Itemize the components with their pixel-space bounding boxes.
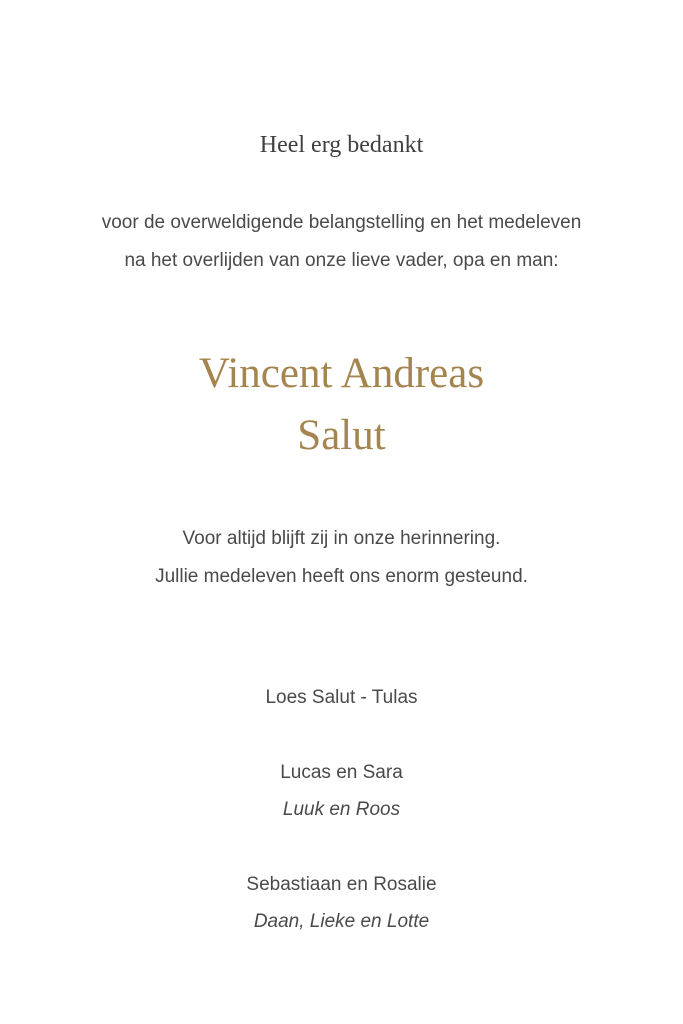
memory-text: [0, 520, 683, 596]
family-children: Daan, Lieke en Lotte: [253, 911, 430, 932]
intro-text: [0, 204, 683, 280]
family-names: Loes Salut - Tulas: [265, 687, 418, 708]
deceased-name-line-2: Salut: [297, 412, 386, 459]
memory-line-1: Voor altijd blijft zij in onze herinnering.: [182, 528, 501, 549]
deceased-name-line-1: Vincent Andreas: [198, 350, 485, 397]
family-group-1: [0, 754, 683, 828]
deceased-name: [0, 343, 683, 467]
family-group-spouse: [0, 679, 683, 716]
family-names: Lucas en Sara: [280, 762, 403, 783]
family-names: Sebastiaan en Rosalie: [246, 874, 437, 895]
intro-line-2: na het overlijden van onze lieve vader, opa en man:: [124, 250, 559, 271]
family-children: Luuk en Roos: [282, 799, 401, 820]
memory-line-2: Jullie medeleven heeft ons enorm gesteund.: [155, 566, 528, 587]
intro-line-1: voor de overweldigende belangstelling en het medeleven: [101, 212, 582, 233]
family-group-2: [0, 866, 683, 940]
card-heading: Heel erg bedankt: [259, 132, 424, 158]
